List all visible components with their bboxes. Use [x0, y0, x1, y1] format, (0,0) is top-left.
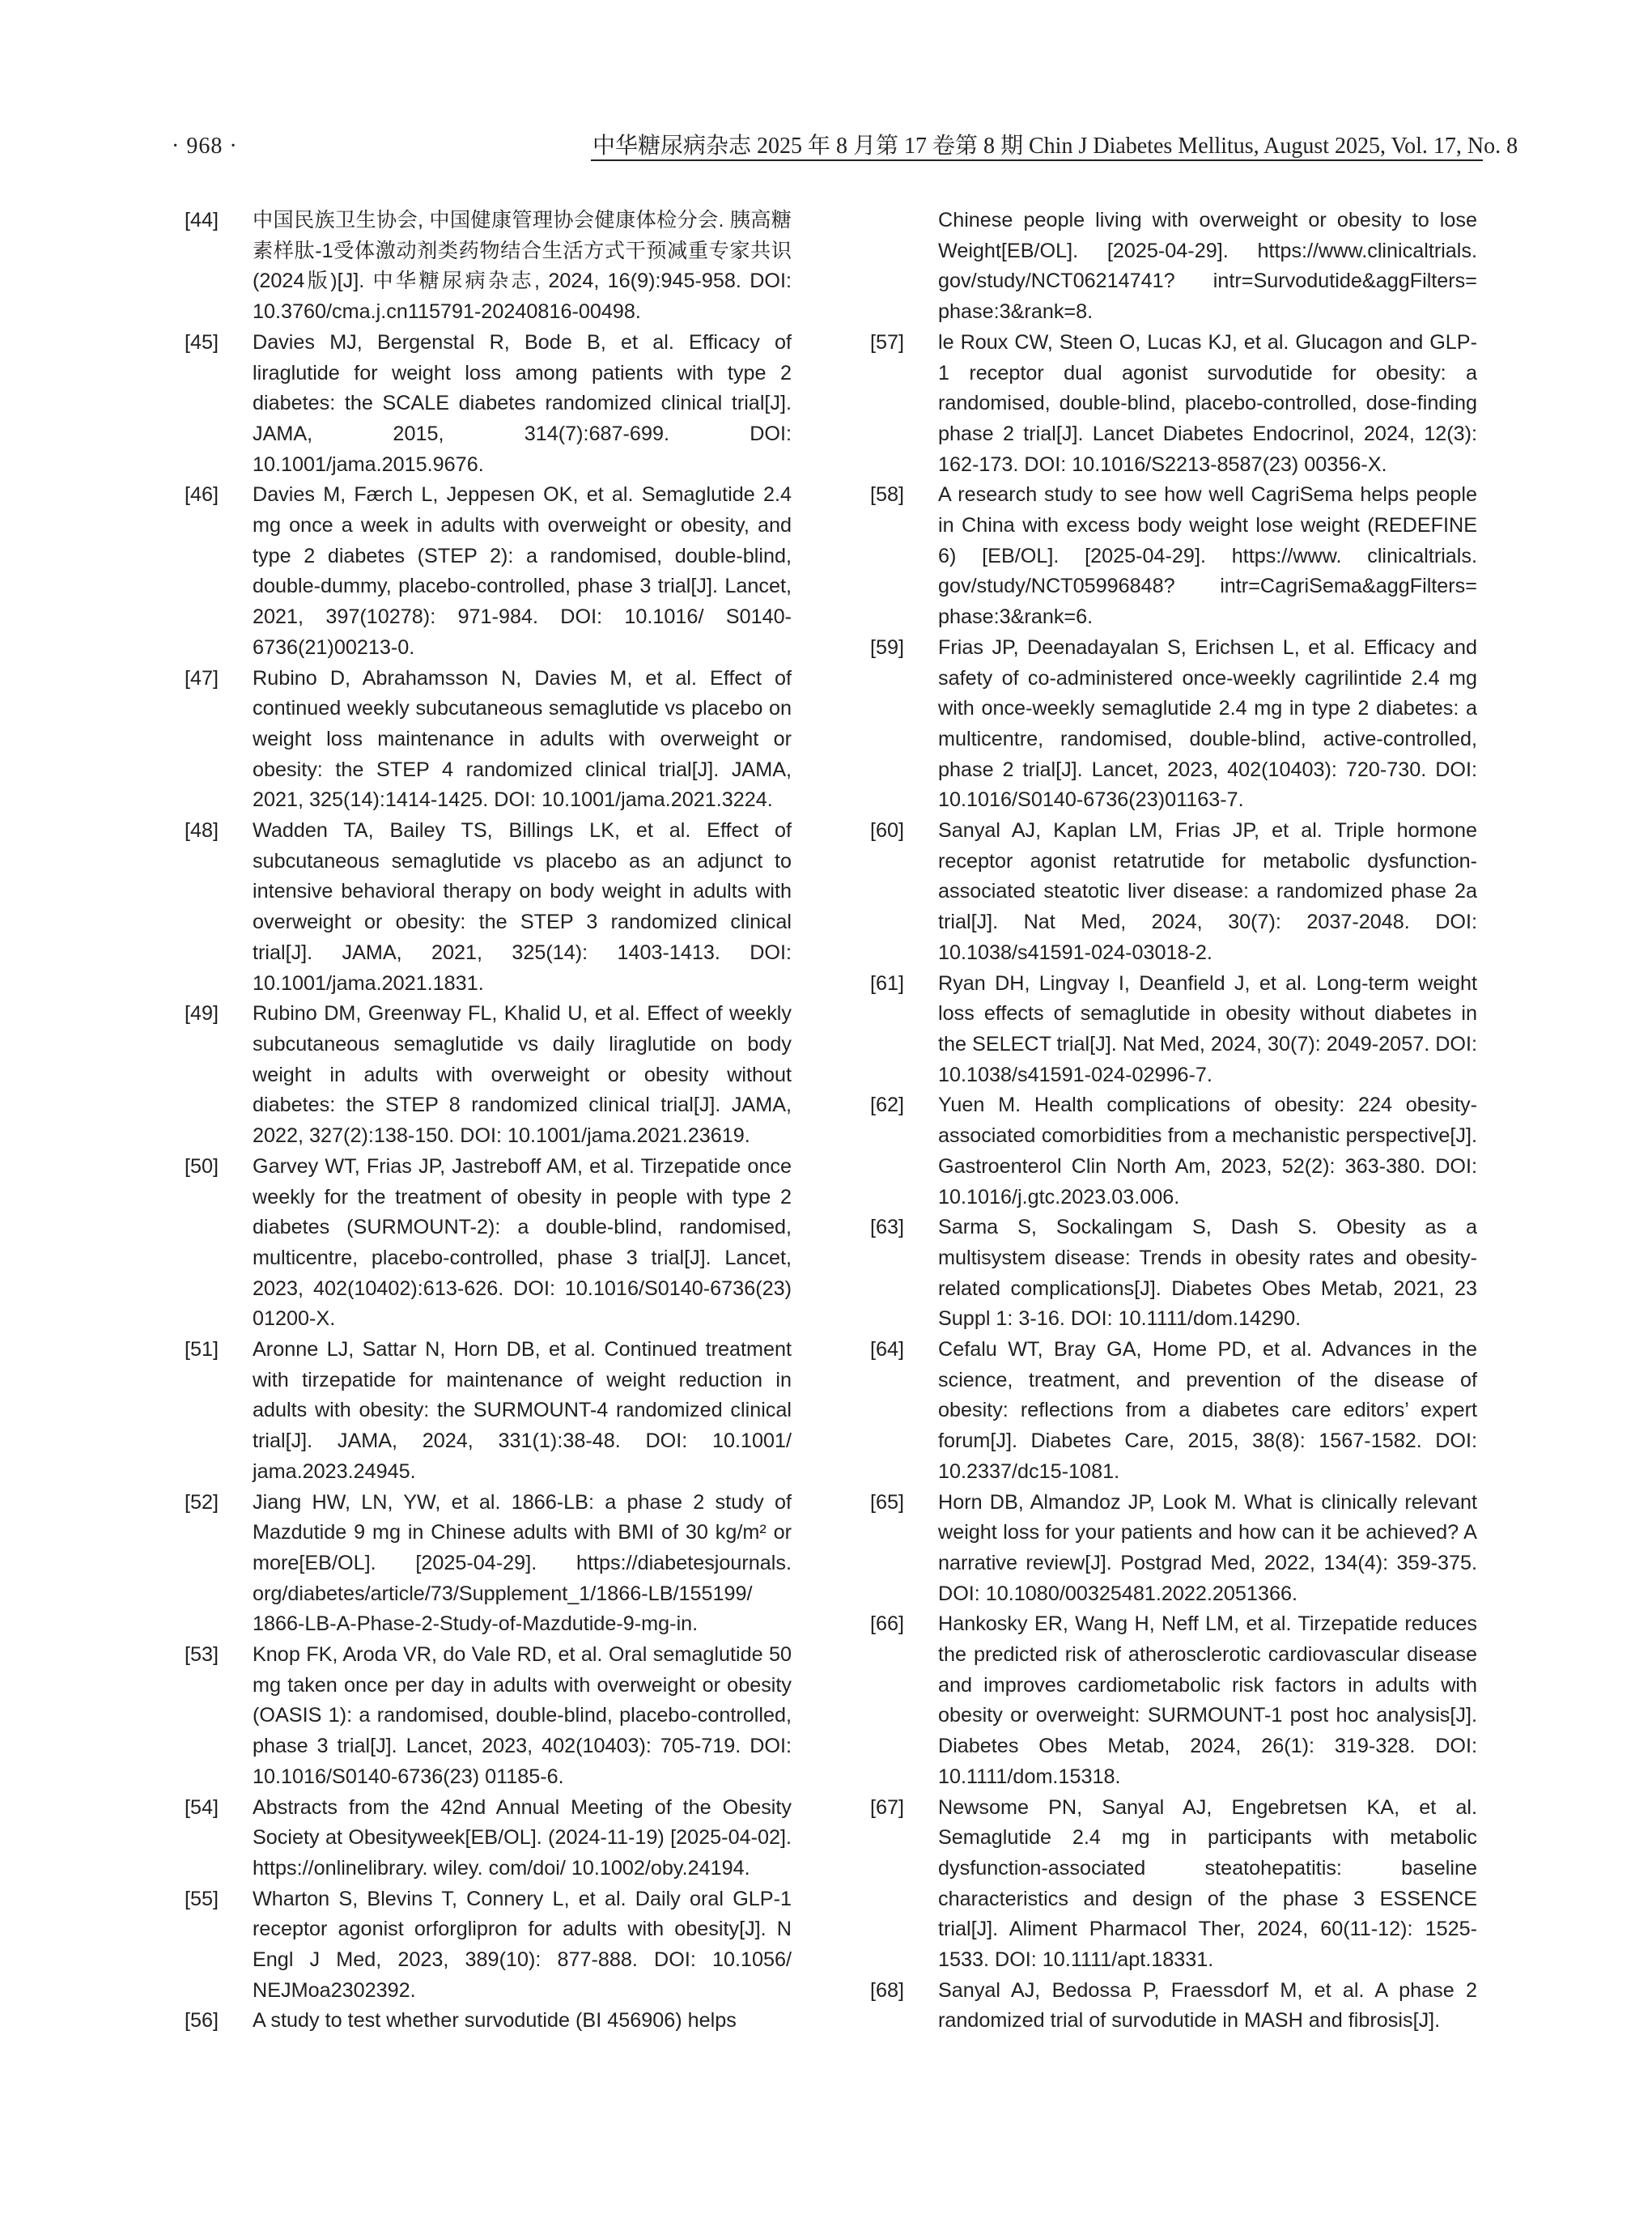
reference-text: Rubino D, Abrahamsson N, Davies M, et al. Effect of continued weekly subcutaneous semaglutide vs placebo on weight loss maintenance in adults with overweight or obesity: the STEP 4 randomized clinical trial[J]. JAMA, 2021, 325(14):1414-1425. DOI: 10.1001/jama.2021.3224. [253, 666, 792, 812]
reference-text: Frias JP, Deenadayalan S, Erichsen L, et al. Efficacy and safety of co-administered once-weekly cagrilintide 2.4 mg with once-weekly semaglutide 2.4 mg in type 2 diabetes: a multicentre, randomised, double-blind, active-controlled, phase 2 trial[J]. Lancet, 2023, 402(10403): 720-730. DOI: 10.1016/S0140-6736(23)01163-7. [938, 635, 1477, 812]
reference-text: Knop FK, Aroda VR, do Vale RD, et al. Oral semaglutide 50 mg taken once per day in adults with overweight or obesity (OASIS 1): a randomised, double-blind, placebo-controlled, phase 3 trial[J]. Lancet, 2023, 402(10403): 705-719. DOI: 10.1016/S0140-6736(23) 01185-6. [253, 1643, 792, 1788]
reference-text: Sanyal AJ, Bedossa P, Fraessdorf M, et al. A phase 2 randomized trial of survodutide in MASH and fibrosis[J]. [938, 1978, 1477, 2033]
reference-number: [67] [870, 1795, 905, 1819]
reference-number: [66] [870, 1612, 905, 1636]
reference-text: Garvey WT, Frias JP, Jastreboff AM, et al. Tirzepatide once weekly for the treatment of obesity in people with type 2 diabetes (SURMOUNT-2): a double-blind, randomised, multicentre, placebo-controlled, phase 3 trial[J]. Lancet, 2023, 402(10402):613-626. DOI: 10.1016/S0140-6736(23) 01200-X. [253, 1154, 792, 1331]
reference-item [185, 816, 792, 999]
reference-item [185, 999, 792, 1152]
reference-number: [59] [870, 635, 905, 659]
reference-number: [51] [185, 1338, 219, 1362]
header-rule [591, 159, 1483, 161]
reference-number: [49] [185, 1002, 219, 1026]
reference-text: Newsome PN, Sanyal AJ, Engebretsen KA, et al. Semaglutide 2.4 mg in participants with metabolic dysfunction-associated steatohepatitis: baseline characteristics and design of the phase 3 ESSENCE trial[J]. Aliment Pharmacol Ther, 2024, 60(11-12): 1525-1533. DOI: 10.1111/apt.18331. [938, 1795, 1477, 1972]
reference-item [185, 1640, 792, 1793]
reference-number: [53] [185, 1643, 219, 1667]
reference-item [185, 1793, 792, 1884]
reference-text: le Roux CW, Steen O, Lucas KJ, et al. Glucagon and GLP-1 receptor dual agonist survodutide for obesity: a randomised, double-blind, placebo-controlled, dose-finding phase 2 trial[J]. Lancet Diabetes Endocrinol, 2024, 12(3): 162-173. DOI: 10.1016/S2213-8587(23) 00356-X. [938, 330, 1477, 476]
reference-text: Horn DB, Almandoz JP, Look M. What is clinically relevant weight loss for your patients and how can it be achieved? A narrative review[J]. Postgrad Med, 2022, 134(4): 359-375. DOI: 10.1080/00325481.2022.2051366. [938, 1490, 1477, 1605]
reference-text: Cefalu WT, Bray GA, Home PD, et al. Advances in the science, treatment, and prevention of the disease of obesity: reflections from a diabetes care editors’ expert forum[J]. Diabetes Care, 2015, 38(8): 1567-1582. DOI: 10.2337/dc15-1081. [938, 1338, 1477, 1483]
reference-item [185, 664, 792, 817]
reference-number: [61] [870, 971, 905, 995]
reference-item [870, 1213, 1477, 1335]
reference-number: [45] [185, 330, 219, 354]
reference-number: [50] [185, 1154, 219, 1178]
reference-number: [57] [870, 330, 905, 354]
reference-item [870, 816, 1477, 969]
reference-number: [64] [870, 1338, 905, 1362]
reference-item [870, 969, 1477, 1091]
reference-item [870, 328, 1477, 481]
reference-number: [62] [870, 1094, 905, 1117]
reference-item [185, 2006, 792, 2037]
reference-text: Hankosky ER, Wang H, Neff LM, et al. Tirzepatide reduces the predicted risk of atherosclerotic cardiovascular disease and improves cardiometabolic risk factors in adults with obesity or overweight: SURMOUNT-1 post hoc analysis[J]. Diabetes Obes Metab, 2024, 26(1): 319-328. DOI: 10.1111/dom.15318. [938, 1612, 1477, 1788]
reference-item [185, 328, 792, 481]
reference-number: [68] [870, 1978, 905, 2002]
reference-number: [55] [185, 1887, 219, 1910]
reference-text: Yuen M. Health complications of obesity: 224 obesity-associated comorbidities from a mechanistic perspective[J]. Gastroenterol Clin North Am, 2023, 52(2): 363-380. DOI: 10.1016/j.gtc.2023.03.006. [938, 1094, 1477, 1209]
reference-item [870, 206, 1477, 328]
reference-text: Rubino DM, Greenway FL, Khalid U, et al. Effect of weekly subcutaneous semaglutide vs daily liraglutide on body weight in adults with overweight or obesity without diabetes: the STEP 8 randomized clinical trial[J]. JAMA, 2022, 327(2):138-150. DOI: 10.1001/jama.2021.23619. [253, 1002, 792, 1148]
reference-item [870, 1976, 1477, 2037]
reference-number: [56] [185, 2009, 219, 2033]
reference-item [870, 633, 1477, 816]
reference-number: [63] [870, 1216, 905, 1239]
reference-item [185, 1335, 792, 1488]
reference-number: [47] [185, 666, 219, 690]
reference-item [870, 1090, 1477, 1213]
reference-text: Davies MJ, Bergenstal R, Bode B, et al. Efficacy of liraglutide for weight loss among patients with type 2 diabetes: the SCALE diabetes randomized clinical trial[J]. JAMA, 2015, 314(7):687-699. DOI: 10.1001/jama.2015.9676. [253, 330, 792, 476]
reference-item [185, 1152, 792, 1335]
reference-number: [54] [185, 1795, 219, 1819]
reference-number: [60] [870, 819, 905, 843]
reference-text: Aronne LJ, Sattar N, Horn DB, et al. Continued treatment with tirzepatide for maintenance of weight reduction in adults with obesity: the SURMOUNT-4 randomized clinical trial[J]. JAMA, 2024, 331(1):38-48. DOI: 10.1001/ jama.2023.24945. [253, 1338, 792, 1483]
reference-number: [44] [185, 209, 219, 232]
reference-number: [46] [185, 483, 219, 507]
reference-list-left [185, 206, 792, 2037]
reference-list-right [870, 206, 1477, 2037]
reference-text: Davies M, Færch L, Jeppesen OK, et al. Semaglutide 2.4 mg once a week in adults with overweight or obesity, and type 2 diabetes (STEP 2): a randomised, double-blind, double-dummy, placebo-controlled, phase 3 trial[J]. Lancet, 2021, 397(10278): 971-984. DOI: 10.1016/ S0140-6736(21)00213-0. [253, 483, 792, 659]
reference-number: [58] [870, 483, 905, 507]
reference-text: Ryan DH, Lingvay I, Deanfield J, et al. Long-term weight loss effects of semaglutide in obesity without diabetes in the SELECT trial[J]. Nat Med, 2024, 30(7): 2049-2057. DOI: 10.1038/s41591-024-02996-7. [938, 971, 1477, 1086]
reference-item [185, 1884, 792, 2007]
reference-item [185, 206, 792, 328]
reference-item [870, 1335, 1477, 1488]
reference-text: Chinese people living with overweight or obesity to lose Weight[EB/OL]. [2025-04-29]. https://www.clinicaltrials. gov/study/NCT06214741? intr=Survodutide&aggFilters= phase:3&rank=8. [938, 209, 1477, 324]
running-head: 中华糖尿病杂志 2025 年 8 月第 17 卷第 8 期 Chin J Diabetes Mellitus, August 2025, Vol. 17, No. 8 [592, 134, 1518, 159]
reference-number: [52] [185, 1490, 219, 1514]
reference-text: 中国民族卫生协会, 中国健康管理协会健康体检分会. 胰高糖素样肽-1受体激动剂类药物结合生活方式干预减重专家共识(2024版)[J]. 中华糖尿病杂志, 2024, 16(9):945-958. DOI: 10.3760/cma.j.cn115791-20240816-00498. [253, 209, 792, 324]
reference-item [870, 1793, 1477, 1976]
reference-number: [65] [870, 1490, 905, 1514]
reference-text: A study to test whether survodutide (BI 456906) helps [253, 2009, 737, 2033]
reference-text: Abstracts from the 42nd Annual Meeting of the Obesity Society at Obesityweek[EB/OL]. (2024-11-19) [2025-04-02]. https://onlinelibrary. wiley. com/doi/ 10.1002/oby.24194. [253, 1795, 792, 1880]
reference-item [185, 1488, 792, 1641]
reference-text: Sanyal AJ, Kaplan LM, Frias JP, et al. Triple hormone receptor agonist retatrutide for metabolic dysfunction-associated steatotic liver disease: a randomized phase 2a trial[J]. Nat Med, 2024, 30(7): 2037-2048. DOI: 10.1038/s41591-024-03018-2. [938, 819, 1477, 964]
page-number: · 968 · [172, 134, 238, 159]
reference-item [185, 480, 792, 663]
reference-text: Wharton S, Blevins T, Connery L, et al. Daily oral GLP-1 receptor agonist orforglipron for adults with obesity[J]. N Engl J Med, 2023, 389(10): 877-888. DOI: 10.1056/ NEJMoa2302392. [253, 1887, 792, 2002]
reference-text: Sarma S, Sockalingam S, Dash S. Obesity as a multisystem disease: Trends in obesity rates and obesity-related complications[J]. Diabetes Obes Metab, 2021, 23 Suppl 1: 3-16. DOI: 10.1111/dom.14290. [938, 1216, 1477, 1331]
reference-text: Wadden TA, Bailey TS, Billings LK, et al. Effect of subcutaneous semaglutide vs placebo as an adjunct to intensive behavioral therapy on body weight in adults with overweight or obesity: the STEP 3 randomized clinical trial[J]. JAMA, 2021, 325(14): 1403-1413. DOI: 10.1001/jama.2021.1831. [253, 819, 792, 995]
reference-item [870, 1609, 1477, 1792]
reference-text: A research study to see how well CagriSema helps people in China with excess body weight lose weight (REDEFINE 6) [EB/OL]. [2025-04-29]. https://www. clinicaltrials. gov/study/NCT05996848? intr=CagriSema&aggFilters= phase:3&rank=6. [938, 483, 1477, 629]
reference-text: Jiang HW, LN, YW, et al. 1866-LB: a phase 2 study of Mazdutide 9 mg in Chinese adults with BMI of 30 kg/m² or more[EB/OL]. [2025-04-29]. https://diabetesjournals. org/diabetes/article/73/Supplement_1/1866-LB/155199/ 1866-LB-A-Phase-2-Study-of-Mazdutide-9-mg-in. [253, 1490, 792, 1636]
reference-item [870, 480, 1477, 633]
reference-number: [48] [185, 819, 219, 843]
reference-item [870, 1488, 1477, 1610]
